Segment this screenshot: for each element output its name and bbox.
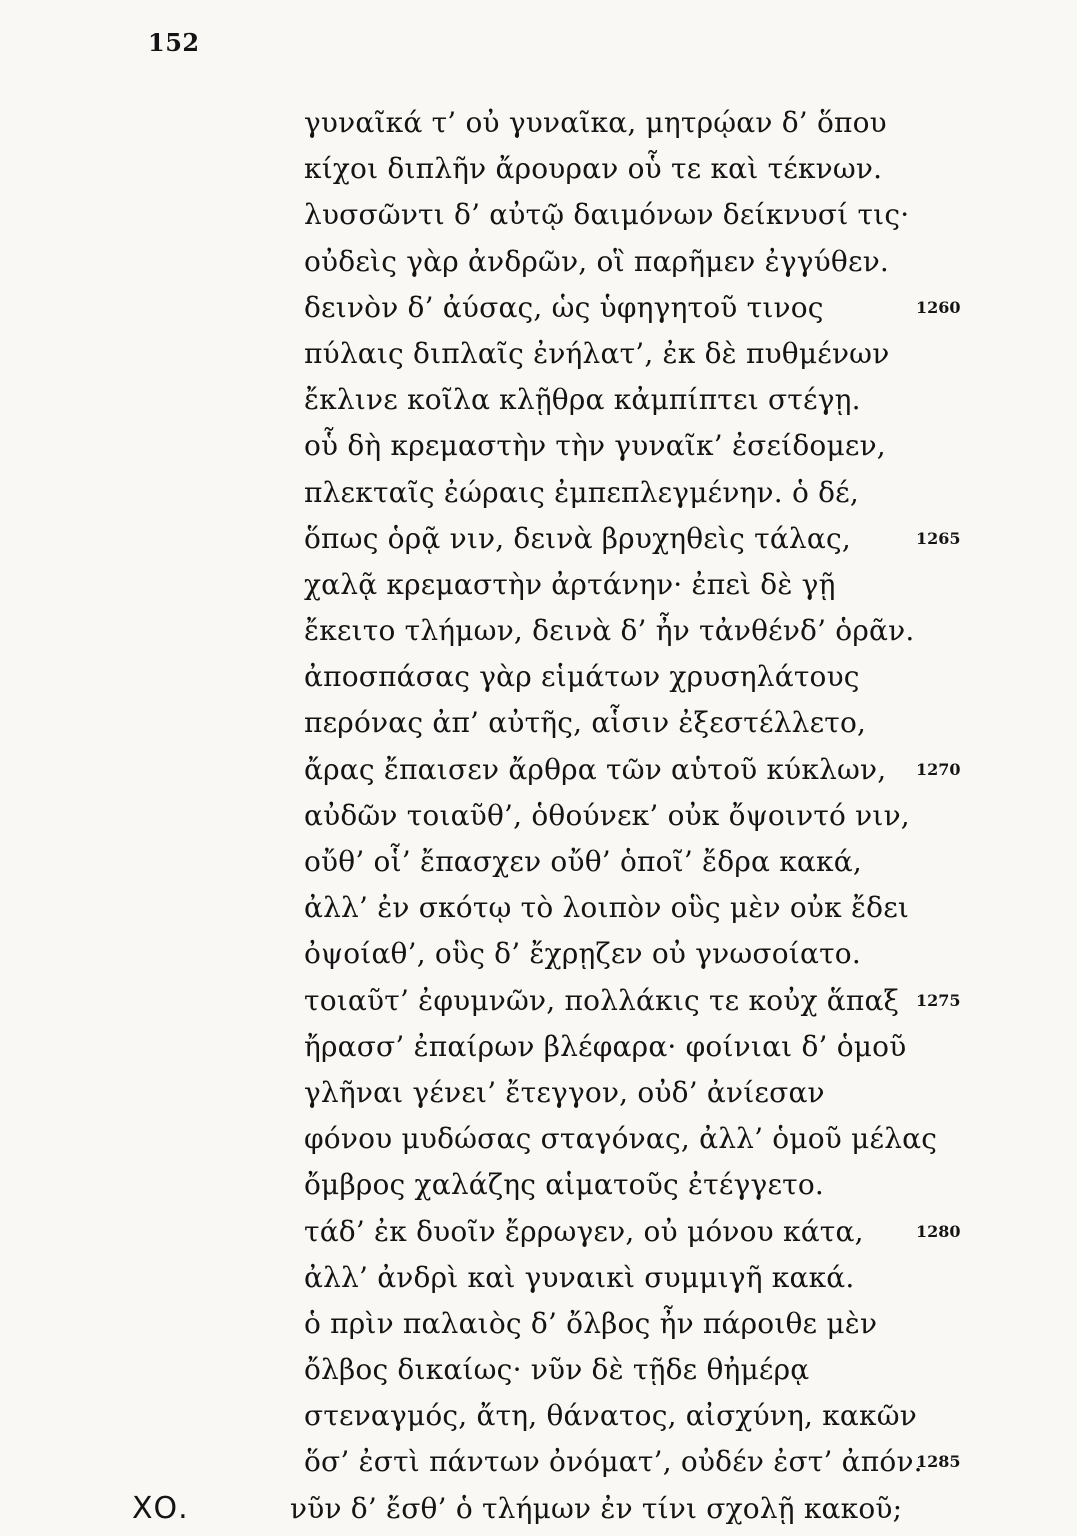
verse-line-text: οὗ δὴ κρεμαστὴν τὴν γυναῖκ’ ἐσείδομεν, bbox=[304, 429, 886, 463]
verse-line bbox=[290, 885, 990, 931]
verse-line bbox=[290, 146, 990, 192]
verse-line bbox=[290, 608, 990, 654]
verse-line bbox=[290, 192, 990, 238]
verse-line bbox=[290, 562, 990, 608]
verse-line-text: ἤρασσ’ ἐπαίρων βλέφαρα· φοίνιαι δ’ ὁμοῦ bbox=[304, 1029, 907, 1063]
verse-line bbox=[290, 1347, 990, 1393]
verse-line-text: χαλᾷ κρεμαστὴν ἀρτάνην· ἐπεὶ δὲ γῇ bbox=[304, 567, 836, 601]
verse-line-text: αὐδῶν τοιαῦθ’, ὁθούνεκ’ οὐκ ὄψοιντό νιν, bbox=[304, 798, 910, 832]
verse-line-text: ἔκλινε κοῖλα κλῇθρα κἀμπίπτει στέγῃ. bbox=[304, 383, 861, 417]
verse-line-text: ὅσ’ ἐστὶ πάντων ὀνόματ’, οὐδέν ἐστ’ ἀπόν. bbox=[304, 1445, 923, 1479]
verse-line-text: φόνου μυδώσας σταγόνας, ἀλλ’ ὁμοῦ μέλας bbox=[304, 1122, 938, 1156]
verse-line-text: γυναῖκά τ’ οὐ γυναῖκα, μητρῴαν δ’ ὅπου bbox=[304, 106, 887, 139]
verse-line bbox=[290, 1439, 990, 1485]
verse-line-text: ὀψοίαθ’, οὓς δ’ ἔχρῃζεν οὐ γνωσοίατο. bbox=[304, 937, 861, 971]
line-number: 1260 bbox=[916, 297, 961, 317]
verse-line bbox=[290, 1070, 990, 1116]
verse-line bbox=[290, 1116, 990, 1162]
verse-line bbox=[290, 1024, 990, 1070]
verse-line bbox=[290, 423, 990, 469]
verse-line bbox=[290, 700, 990, 746]
verse-line bbox=[290, 1162, 990, 1208]
verse-line bbox=[290, 931, 990, 977]
verse-line bbox=[290, 1209, 990, 1255]
line-number: 1265 bbox=[916, 528, 961, 548]
verse-line-text: ἔκειτο τλήμων, δεινὰ δ’ ἦν τἀνθένδ’ ὁρᾶν. bbox=[304, 614, 915, 648]
line-number: 1285 bbox=[916, 1452, 961, 1472]
verse-line bbox=[290, 978, 990, 1024]
verse-line bbox=[290, 1255, 990, 1301]
speaker-label: ΧΟ. bbox=[132, 1490, 189, 1526]
verse-line bbox=[132, 1486, 990, 1532]
verse-line-text: ἀλλ’ ἀνδρὶ καὶ γυναικὶ συμμιγῆ κακά. bbox=[304, 1260, 855, 1294]
verse-line-text: ἄρας ἔπαισεν ἄρθρα τῶν αὑτοῦ κύκλων, bbox=[304, 752, 887, 786]
verse-line bbox=[290, 100, 990, 146]
verse-line bbox=[290, 331, 990, 377]
verse-line-text: πλεκταῖς ἐώραις ἐμπεπλεγμένην. ὁ δέ, bbox=[304, 475, 859, 509]
verse-line-text: ὁ πρὶν παλαιὸς δ’ ὄλβος ἦν πάροιθε μὲν bbox=[304, 1306, 878, 1340]
verse-line-text: ἀποσπάσας γὰρ εἱμάτων χρυσηλάτους bbox=[304, 660, 860, 694]
verse-line-text: δεινὸν δ’ ἀύσας, ὡς ὑφηγητοῦ τινος bbox=[304, 290, 824, 324]
verse-line-text: οὔθ’ οἷ’ ἔπασχεν οὔθ’ ὁποῖ’ ἔδρα κακά, bbox=[304, 845, 862, 878]
line-number: 1275 bbox=[916, 990, 961, 1010]
verse-block bbox=[132, 100, 990, 1532]
verse-line bbox=[290, 654, 990, 700]
verse-line bbox=[290, 239, 990, 285]
verse-line bbox=[290, 747, 990, 793]
verse-line bbox=[290, 470, 990, 516]
verse-line-text: πύλαις διπλαῖς ἐνήλατ’, ἐκ δὲ πυθμένων bbox=[304, 336, 890, 370]
verse-line bbox=[290, 793, 990, 839]
verse-line-text: λυσσῶντι δ’ αὐτῷ δαιμόνων δείκνυσί τις· bbox=[304, 198, 910, 232]
page-number: 152 bbox=[148, 28, 200, 57]
verse-line bbox=[290, 285, 990, 331]
verse-line-text: νῦν δ’ ἔσθ’ ὁ τλήμων ἐν τίνι σχολῇ κακοῦ; bbox=[290, 1491, 903, 1525]
verse-line-text: κίχοι διπλῆν ἄρουραν οὗ τε καὶ τέκνων. bbox=[304, 152, 883, 186]
verse-line bbox=[290, 839, 990, 885]
verse-line bbox=[290, 516, 990, 562]
verse-line-text: τάδ’ ἐκ δυοῖν ἔρρωγεν, οὐ μόνου κάτα, bbox=[304, 1214, 864, 1248]
line-number: 1270 bbox=[916, 759, 961, 779]
verse-line bbox=[290, 377, 990, 423]
verse-line bbox=[290, 1301, 990, 1347]
verse-line-text: γλῆναι γένει’ ἔτεγγον, οὐδ’ ἀνίεσαν bbox=[304, 1075, 825, 1109]
verse-line-text: ὅπως ὁρᾷ νιν, δεινὰ βρυχηθεὶς τάλας, bbox=[304, 521, 851, 555]
verse-line-text: τοιαῦτ’ ἐφυμνῶν, πολλάκις τε κοὐχ ἅπαξ bbox=[304, 983, 900, 1017]
verse-line-text: οὐδεὶς γὰρ ἀνδρῶν, οἳ παρῆμεν ἐγγύθεν. bbox=[304, 244, 890, 278]
verse-line-text: περόνας ἀπ’ αὐτῆς, αἷσιν ἐξεστέλλετο, bbox=[304, 706, 867, 740]
verse-line-text: στεναγμός, ἄτη, θάνατος, αἰσχύνη, κακῶν bbox=[304, 1399, 917, 1433]
verse-line-text: ὄλβος δικαίως· νῦν δὲ τῇδε θἠμέρᾳ bbox=[304, 1353, 810, 1387]
line-number: 1280 bbox=[916, 1221, 961, 1241]
verse-line-text: ὄμβρος χαλάζης αἱματοῦς ἐτέγγετο. bbox=[304, 1168, 824, 1202]
verse-line bbox=[290, 1393, 990, 1439]
verse-line-text: ἀλλ’ ἐν σκότῳ τὸ λοιπὸν οὓς μὲν οὐκ ἔδει bbox=[304, 891, 910, 925]
